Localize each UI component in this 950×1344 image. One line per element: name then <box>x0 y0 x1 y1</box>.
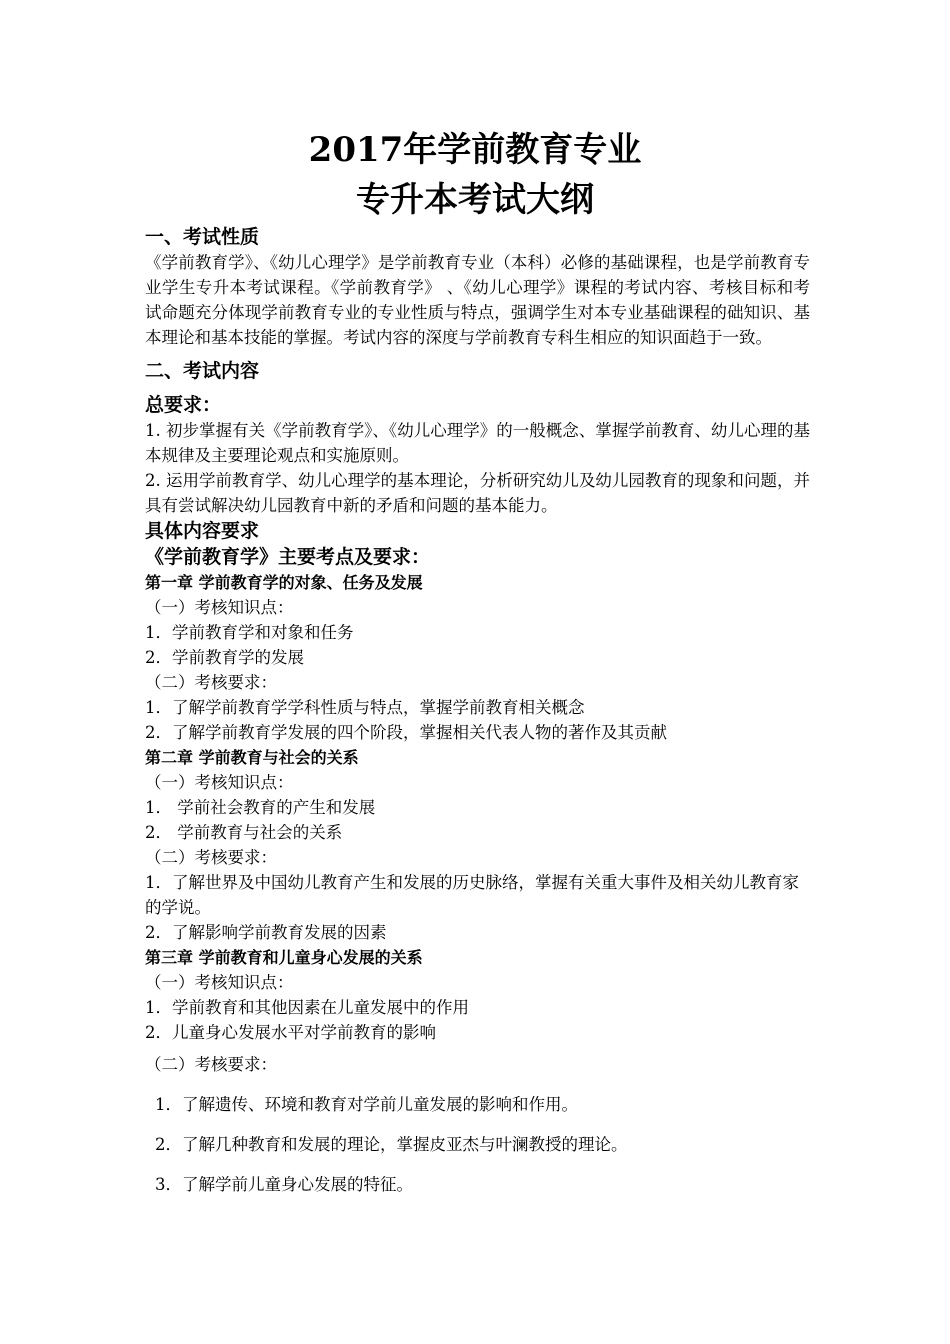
knowledge-item: 1．学前教育和其他因素在儿童发展中的作用 <box>145 998 469 1017</box>
chapter3-requirements <box>145 1045 810 1205</box>
general-item: 1. 初步掌握有关《学前教育学》、《幼儿心理学》的一般概念、掌握学前教育、幼儿心理的基本规律及主要理论观点和实施原则。 <box>145 421 810 465</box>
knowledge-item: 2．学前教育学的发展 <box>145 648 304 667</box>
doc-body <box>145 224 810 1205</box>
requirement-item: 1．了解学前教育学学科性质与特点，掌握学前教育相关概念 <box>145 698 585 717</box>
requirement-item: 1．了解遗传、环境和教育对学前儿童发展的影响和作用。 <box>155 1095 578 1114</box>
section-heading: 二、考试内容 <box>145 360 260 382</box>
requirement-item: 1．了解世界及中国幼儿教育产生和发展的历史脉络，掌握有关重大事件及相关幼儿教育家的学说。 <box>145 873 799 917</box>
requirement-item: 3．了解学前儿童身心发展的特征。 <box>155 1175 413 1194</box>
requirement-label: （二）考核要求： <box>145 848 277 867</box>
chapter-title: 第一章 学前教育学的对象、任务及发展 <box>145 573 423 592</box>
knowledge-label: （一）考核知识点： <box>145 973 294 992</box>
requirement-item: 2．了解学前教育学发展的四个阶段，掌握相关代表人物的著作及其贡献 <box>145 723 667 742</box>
general-requirements-heading: 总要求： <box>145 394 222 416</box>
section-paragraph: 《学前教育学》、《幼儿心理学》是学前教育专业（本科）必修的基础课程，也是学前教育专业学生专升本考试课程。《学前教育学》 、《幼儿心理学》课程的考试内容、考核目标和考试命题充分体现学前教育专业的专业性质与特点，强调学生对本专业基础课程的础知识、基本理论和基本技能的掌握。考试内容的深度与学前教育专科生相应的知识面趋于一致。 <box>145 253 810 347</box>
section-heading: 一、考试性质 <box>145 226 260 248</box>
chapter-title: 第二章 学前教育与社会的关系 <box>145 748 359 767</box>
specific-requirements-heading: 具体内容要求 <box>145 520 260 542</box>
knowledge-label: （一）考核知识点： <box>145 773 294 792</box>
knowledge-item: 1．学前教育学和对象和任务 <box>145 623 354 642</box>
knowledge-item: 1． 学前社会教育的产生和发展 <box>145 798 376 817</box>
knowledge-item: 2． 学前教育与社会的关系 <box>145 823 343 842</box>
requirement-item: 2．了解几种教育和发展的理论，掌握皮亚杰与叶澜教授的理论。 <box>155 1135 628 1154</box>
book-heading: 《学前教育学》主要考点及要求： <box>145 546 431 568</box>
chapter-title: 第三章 学前教育和儿童身心发展的关系 <box>145 948 423 967</box>
requirement-item: 2．了解影响学前教育发展的因素 <box>145 923 387 942</box>
requirement-label: （二）考核要求： <box>145 1055 277 1074</box>
knowledge-item: 2．儿童身心发展水平对学前教育的影响 <box>145 1023 436 1042</box>
knowledge-label: （一）考核知识点： <box>145 598 294 617</box>
requirement-label: （二）考核要求： <box>145 673 277 692</box>
doc-title-line1: 2017年学前教育专业 <box>308 130 642 170</box>
general-item: 2. 运用学前教育学、幼儿心理学的基本理论，分析研究幼儿及幼儿园教育的现象和问题，并具有尝试解决幼儿园教育中新的矛盾和问题的基本能力。 <box>145 471 810 515</box>
doc-title-line2: 专升本考试大纲 <box>356 180 594 220</box>
